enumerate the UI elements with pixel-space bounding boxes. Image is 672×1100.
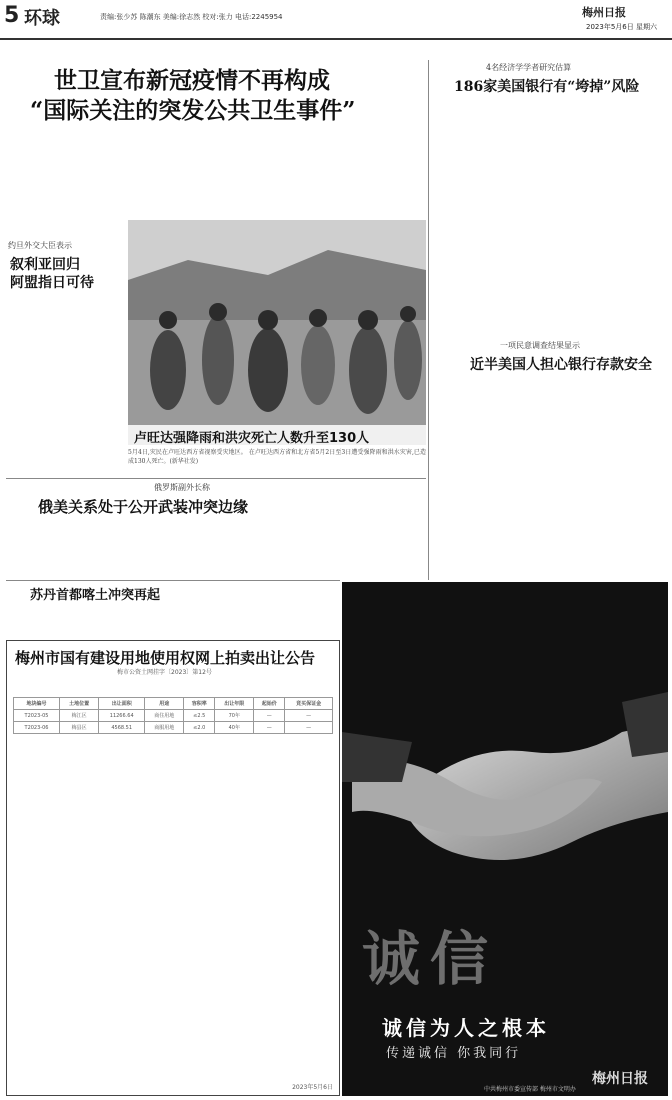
table-header: 起始价: [254, 698, 285, 710]
section-rule-2: [6, 580, 340, 581]
banks-body-col1: [432, 98, 546, 328]
russia-headline: 俄美关系处于公开武装冲突边缘: [38, 498, 249, 516]
table-cell: 11266.64: [99, 710, 145, 722]
ad-subtitle: 传递诚信 你我同行: [386, 1046, 522, 1061]
table-cell: —: [254, 722, 285, 734]
sudan-body-col3: [174, 584, 254, 638]
deposits-headline: 近半美国人担心银行存款安全: [470, 357, 652, 373]
table-header-row: [14, 698, 333, 710]
who-body-col4: [206, 128, 278, 208]
sudan-headline: 苏丹首都喀土冲突再起: [30, 588, 161, 603]
table-cell: —: [285, 722, 333, 734]
who-body-col1: [6, 128, 64, 238]
table-header: 出让年限: [215, 698, 254, 710]
integrity-ad: [342, 582, 668, 1096]
table-cell: 70年: [215, 710, 254, 722]
table-header: 地块编号: [14, 698, 60, 710]
rwanda-photo-image: [128, 220, 426, 445]
banks-body-col2: [550, 98, 666, 328]
photo-caption-bar: [128, 425, 426, 445]
rwanda-flood-photo: [128, 220, 426, 445]
table-cell: T2023-06: [14, 722, 60, 734]
table-header: 容积率: [184, 698, 215, 710]
page-number: 5: [4, 3, 20, 28]
who-body-col5: [282, 128, 348, 208]
ad-footer: 中共梅州市委宣传部 梅州市文明办: [484, 1086, 576, 1093]
land-auction-notice: [6, 640, 340, 1096]
who-body-col6: [352, 128, 426, 208]
russia-body-col3: [226, 520, 332, 576]
ad-big-text: 诚信: [362, 925, 499, 993]
syria-body: [6, 296, 122, 472]
table-row: [14, 722, 333, 734]
syria-kicker: 约旦外交大臣表示: [8, 241, 72, 250]
deposits-body-col2: [550, 378, 666, 530]
syria-headline-line1: 叙利亚回归: [10, 257, 80, 273]
banks-headline: 186家美国银行有“垮掉”风险: [454, 79, 640, 95]
masthead: [0, 0, 672, 40]
table-cell: 商服用地: [145, 722, 184, 734]
banks-kicker: 4名经济学学者研究估算: [486, 63, 572, 72]
notice-title: 梅州市国有建设用地使用权网上拍卖出让公告: [15, 649, 316, 667]
notice-date: 2023年5月6日: [292, 1084, 333, 1091]
publication-date: 2023年5月6日 星期六: [586, 23, 657, 31]
table-cell: —: [254, 710, 285, 722]
table-header: 土地位置: [60, 698, 99, 710]
table-cell: 梅县区: [60, 722, 99, 734]
ad-brand-watermark: 梅州日报: [592, 1071, 648, 1087]
who-headline-line1: 世卫宣布新冠疫情不再构成: [54, 67, 330, 94]
table-header: 竞买保证金: [285, 698, 333, 710]
section-rule: [6, 478, 426, 479]
table-cell: ≤2.5: [184, 710, 215, 722]
deposits-kicker: 一项民意调查结果显示: [500, 341, 580, 350]
russia-body-col4: [336, 520, 426, 576]
russia-body-col2: [116, 520, 222, 576]
table-cell: 梅江区: [60, 710, 99, 722]
sudan-body-col1: [6, 604, 86, 638]
sudan-body-col4: [258, 584, 338, 638]
russia-body-col1: [6, 520, 112, 576]
photo-caption: 卢旺达强降雨和洪灾死亡人数升至130人: [134, 431, 370, 445]
table-cell: ≤2.0: [184, 722, 215, 734]
table-cell: 商住用地: [145, 710, 184, 722]
table-cell: —: [285, 710, 333, 722]
table-row: [14, 710, 333, 722]
table-header: 出让面积: [99, 698, 145, 710]
photo-credit: 5月4日,灾民在卢旺达西方省视察受灾地区。 在卢旺达西方省和北方省5月2日至3日遭受强降雨和洪水灾害,已造成130人死亡。(新华社发): [128, 449, 426, 465]
lots-table: [13, 697, 333, 734]
column-rule: [428, 60, 429, 580]
syria-headline-line2: 阿盟指日可待: [10, 275, 94, 291]
who-body-col3: [130, 128, 202, 208]
paper-logo: 梅州日报: [582, 6, 626, 19]
table-cell: T2023-05: [14, 710, 60, 722]
staff-credits: 责编:张少苏 陈潮东 美编:徐志然 校对:张力 电话:2245954: [100, 13, 283, 21]
deposits-body-col1: [432, 378, 546, 530]
table-cell: 40年: [215, 722, 254, 734]
who-body-col2: [68, 128, 126, 238]
section-title: 环球: [24, 8, 60, 29]
russia-kicker: 俄罗斯副外长称: [154, 483, 210, 492]
notice-number: 梅市公资土网挂字〔2023〕第12号: [117, 669, 212, 676]
table-cell: 4568.51: [99, 722, 145, 734]
notice-body-col1: [13, 751, 171, 1071]
sudan-body-col2: [90, 604, 170, 638]
notice-body-col2: [177, 751, 333, 1071]
table-header: 用途: [145, 698, 184, 710]
ad-title: 诚信为人之根本: [382, 1016, 550, 1040]
who-headline-line2: “国际关注的突发公共卫生事件”: [30, 97, 356, 124]
